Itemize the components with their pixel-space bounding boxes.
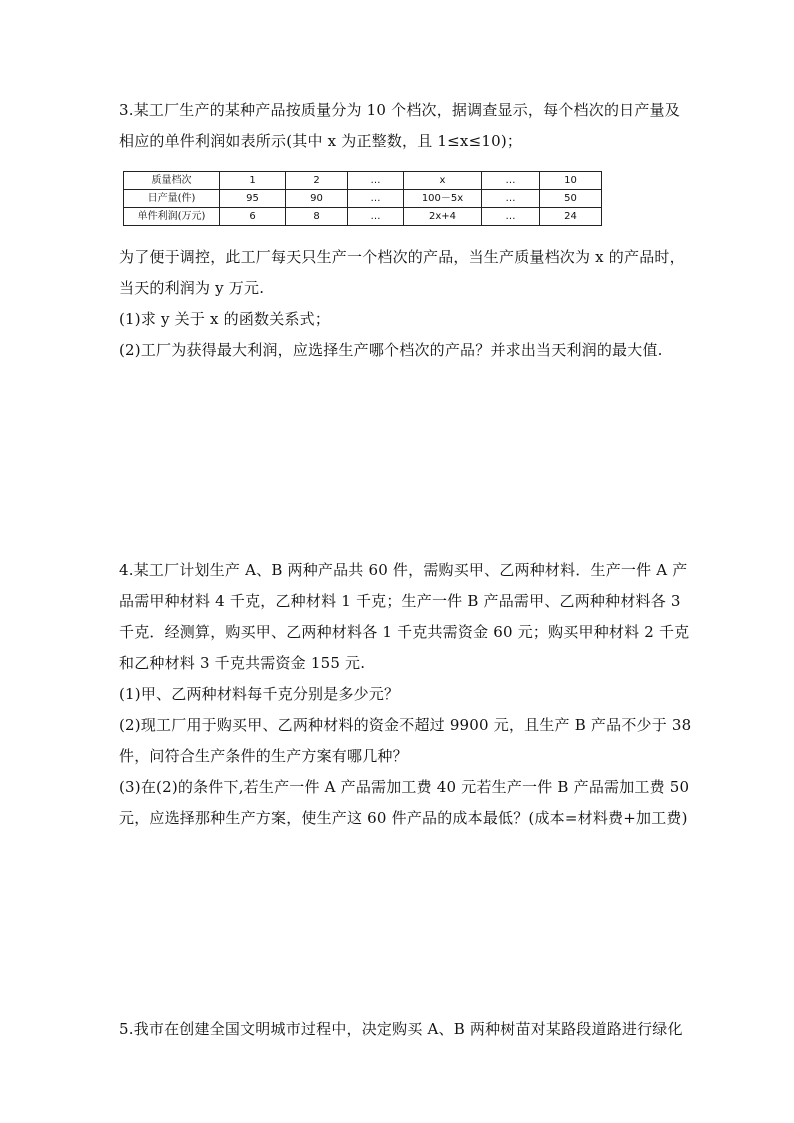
q4-text-line-4: 和乙种材料 3 千克共需资金 155 元. bbox=[119, 654, 366, 672]
q4-part-3-line-1: (3)在(2)的条件下,若生产一件 A 产品需加工费 40 元若生产一件 B 产品需加工费 50 bbox=[119, 778, 690, 796]
table-cell: … bbox=[348, 208, 404, 226]
q5-text-line-1: 5.我市在创建全国文明城市过程中，决定购买 A、B 两种树苗对某路段道路进行绿化 bbox=[119, 1020, 683, 1038]
q4-part-2-line-2: 件，问符合生产条件的生产方案有哪几种？ bbox=[119, 747, 408, 765]
table-cell: 质量档次 bbox=[124, 172, 220, 190]
table-cell: 2 bbox=[286, 172, 348, 190]
q3-part-2: (2)工厂为获得最大利润，应选择生产哪个档次的产品？并求出当天利润的最大值. bbox=[119, 341, 663, 359]
table-cell: 6 bbox=[220, 208, 286, 226]
table-cell: … bbox=[348, 172, 404, 190]
table-cell: 单件利润(万元) bbox=[124, 208, 220, 226]
table-cell: … bbox=[482, 208, 540, 226]
table-cell: 100－5x bbox=[404, 190, 482, 208]
q3-text-line-3: 为了便于调控，此工厂每天只生产一个档次的产品，当生产质量档次为 x 的产品时， bbox=[119, 248, 685, 266]
q4-part-2-line-1: (2)现工厂用于购买甲、乙两种材料的资金不超过 9900 元，且生产 B 产品不少于 38 bbox=[119, 716, 692, 734]
q3-part-1: (1)求 y 关于 x 的函数关系式； bbox=[119, 310, 331, 328]
table-row bbox=[124, 172, 602, 190]
table-cell: 95 bbox=[220, 190, 286, 208]
table-cell: 50 bbox=[540, 190, 602, 208]
table-cell: 10 bbox=[540, 172, 602, 190]
table-cell: … bbox=[482, 172, 540, 190]
table-cell: 24 bbox=[540, 208, 602, 226]
table-cell: 90 bbox=[286, 190, 348, 208]
q4-part-3-line-2: 元，应选择那种生产方案，使生产这 60 件产品的成本最低？(成本=材料费+加工费) bbox=[119, 809, 688, 827]
q3-text-line-4: 当天的利润为 y 万元. bbox=[119, 279, 265, 297]
table-cell: 2x+4 bbox=[404, 208, 482, 226]
table-row bbox=[124, 190, 602, 208]
table-cell: 日产量(件) bbox=[124, 190, 220, 208]
q3-data-table bbox=[123, 171, 602, 226]
q4-part-1: (1)甲、乙两种材料每千克分别是多少元？ bbox=[119, 685, 400, 703]
table-cell: … bbox=[482, 190, 540, 208]
q4-text-line-1: 4.某工厂计划生产 A、B 两种产品共 60 件，需购买甲、乙两种材料．生产一件 A 产 bbox=[119, 561, 688, 579]
table-cell: … bbox=[348, 190, 404, 208]
table-cell: x bbox=[404, 172, 482, 190]
table-cell: 1 bbox=[220, 172, 286, 190]
q4-text-line-2: 品需甲种材料 4 千克，乙种材料 1 千克；生产一件 B 产品需甲、乙两种种材料各 3 bbox=[119, 592, 681, 610]
table-row bbox=[124, 208, 602, 226]
q3-text-line-2: 相应的单件利润如表所示(其中 x 为正整数，且 1≤x≤10)； bbox=[119, 132, 523, 150]
q3-text-line-1: 3.某工厂生产的某种产品按质量分为 10 个档次，据调查显示，每个档次的日产量及 bbox=[119, 101, 680, 119]
table-cell: 8 bbox=[286, 208, 348, 226]
q4-text-line-3: 千克．经测算，购买甲、乙两种材料各 1 千克共需资金 60 元；购买甲种材料 2 千克 bbox=[119, 623, 690, 641]
